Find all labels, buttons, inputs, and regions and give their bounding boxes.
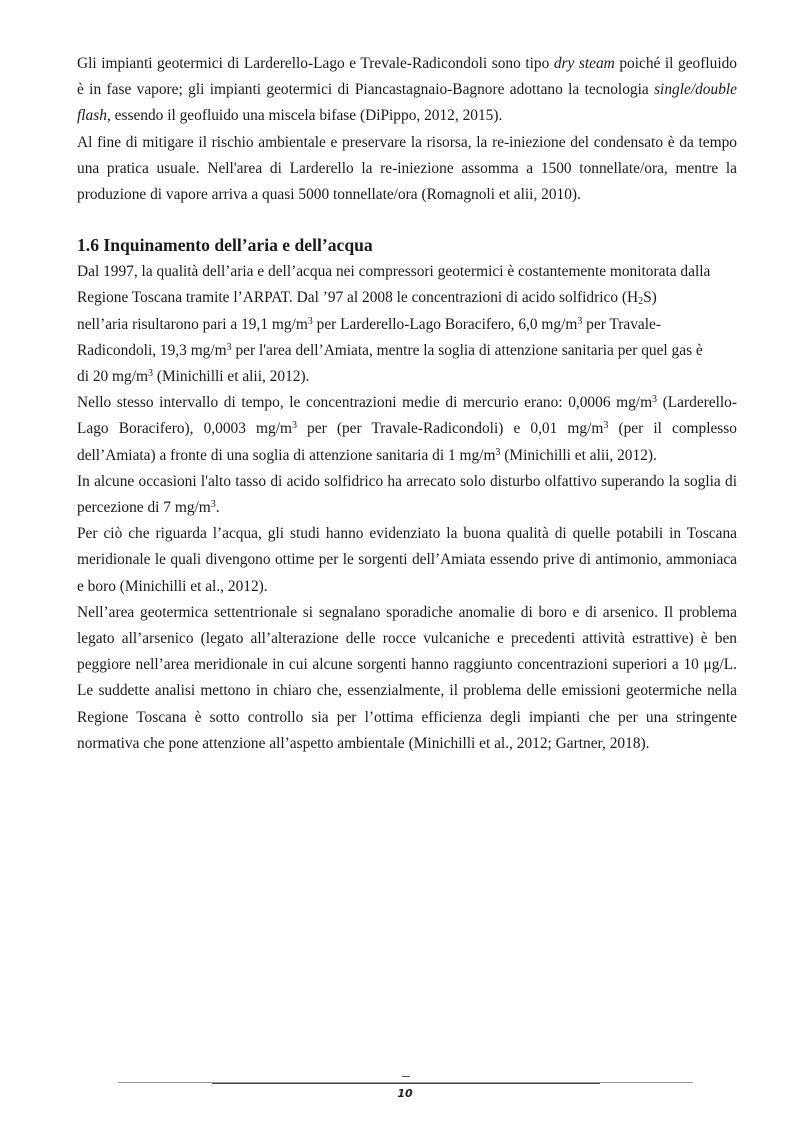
paragraph-mercury: Nello stesso intervallo di tempo, le concentrazioni medie di mercurio erano: 0,0006 $mg/m^3$ (Larderello-Lago Boracifero), 0,0003 $mg/m^3$ per (per Travale-Radicondoli) e 0,01 $mg/m^3$ (per il complesso dell’Amiata) a fronte di una soglia di attenzione sanitaria di 1 $mg/m^3$ (Minichilli et alii, 2012). bbox=[77, 394, 737, 464]
term-dry-steam: dry steam bbox=[553, 55, 615, 72]
term-single-double-flash: single/double flash bbox=[77, 81, 737, 125]
footer-tick bbox=[402, 1076, 410, 1077]
section-heading: 1.6 Inquinamento dell’aria e dell’acqua bbox=[77, 235, 373, 256]
document-body bbox=[77, 51, 737, 757]
paragraph-arsenic: Nell’area geotermica settentrionale si segnalano sporadiche anomalie di boro e di arsenico. Il problema legato all’arsenico (legato all’alterazione delle rocce vulcaniche e precedenti attività estrattive) è ben peggiore nell’area meridionale in cui alcune sorgenti hanno raggiunto concentrazioni superiori a 10 μg/L. Le suddette analisi mettono in chiaro che, essenzialmente, il problema delle emissioni geotermiche nella Regione Toscana è sotto controllo sia per l’ottima efficienza degli impianti che per una stringente normativa che pone attenzione all’aspetto ambientale (Minichilli et al., 2012; Gartner, 2018). bbox=[77, 603, 737, 752]
paragraph-air-quality: Dal 1997, la qualità dell’aria e dell’acqua nei compressori geotermici è costantemente monitorata dalla Regione Toscana tramite l’ARPAT. Dal ’97 al 2008 le concentrazioni di acido solfidrico $(H_2S)$ nell’aria risultarono pari a 19,1 $mg/m^3$ per Larderello-Lago Boracifero, 6,0 $mg/m^3$ per Travale- Radicondoli, 19,3 $mg/m^3$ per l'area dell’Amiata, mentre la soglia di attenzione sanitaria per quel gas è di 20 $mg/m^3$ (Minichilli et alii, 2012). bbox=[77, 263, 711, 386]
paragraph-geothermal-plants: Gli impianti geotermici di Larderello-Lago e Trevale-Radicondoli sono tipo dry steam poiché il geofluido è in fase vapore; gli impianti geotermici di Piancastagnaio-Bagnore adottano la tecnologia single/double flash, essendo il geofluido una miscela bifase (DiPippo, 2012, 2015). bbox=[77, 55, 737, 125]
page-number: 10 bbox=[397, 1087, 413, 1100]
paragraph-water: Per ciò che riguarda l’acqua, gli studi hanno evidenziato la buona qualità di quelle potabili in Toscana meridionale le quali divengono ottime per le sorgenti dell’Amiata essendo prive di antimonio, ammoniaca e boro (Minichilli et al., 2012). bbox=[77, 525, 737, 595]
paragraph-reinjection: Al fine di mitigare il rischio ambientale e preservare la risorsa, la re-iniezione del condensato è da tempo una pratica usuale. Nell'area di Larderello la re-iniezione assomma a 1500 tonnellate/ora, mentre la produzione di vapore arriva a quasi 5000 tonnellate/ora (Romagnoli et alii, 2010). bbox=[77, 133, 737, 204]
paragraph-odor: In alcune occasioni l'alto tasso di acido solfidrico ha arrecato solo disturbo olfattivo superando la soglia di percezione di 7 $mg/m^3$. bbox=[77, 472, 737, 517]
footer-divider-inner bbox=[212, 1083, 600, 1084]
